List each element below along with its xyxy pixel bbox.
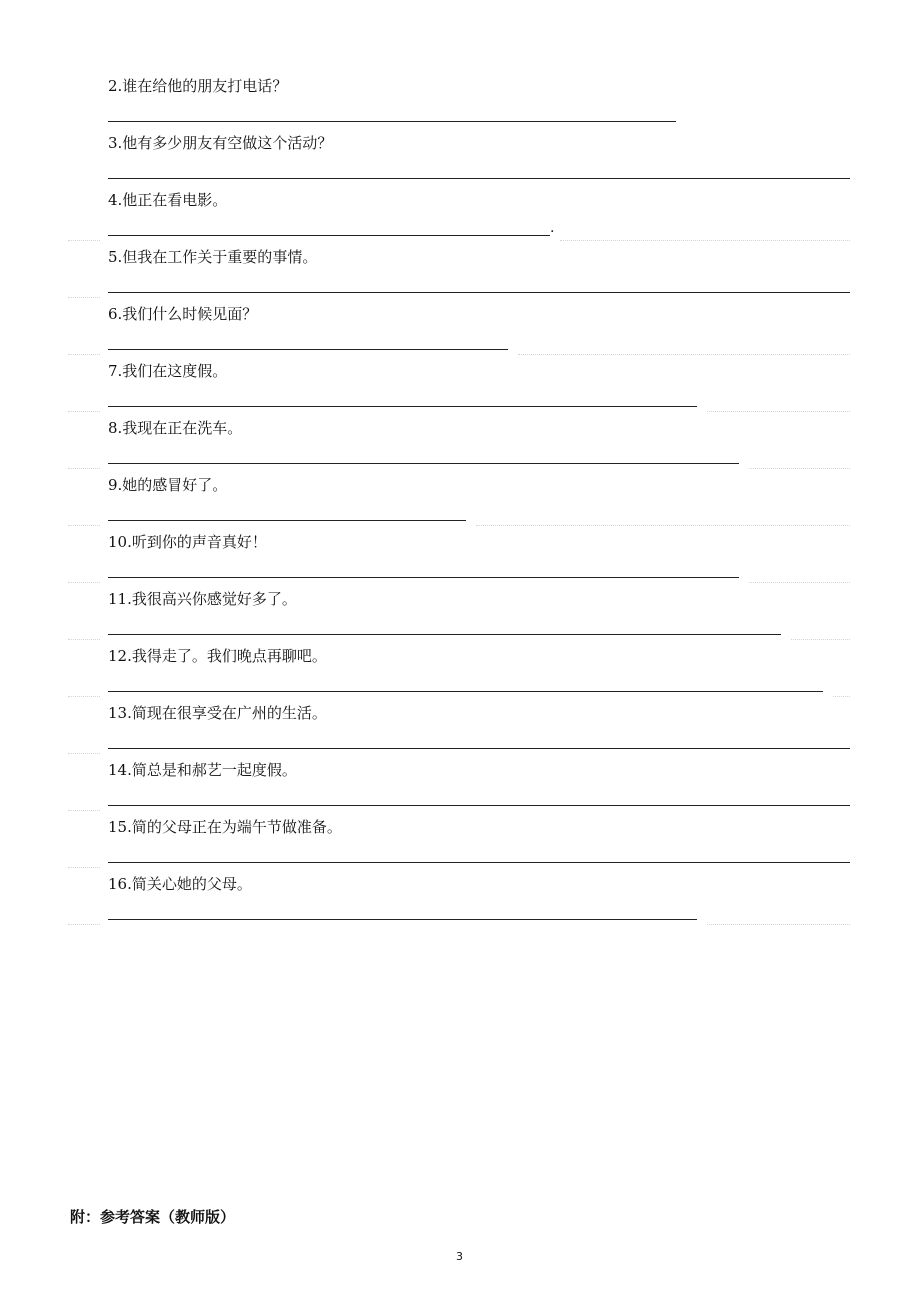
grid-dotted-line [518,354,850,355]
page-number: 3 [456,1250,463,1263]
grid-dotted-line [749,468,850,469]
question-14: 14.简总是和郝艺一起度假。 [108,761,297,779]
grid-dotted-line [476,525,850,526]
answer-line[interactable] [108,748,850,749]
grid-dotted-line [68,639,100,640]
grid-dotted-line [68,297,100,298]
grid-dotted-line [68,354,100,355]
grid-dotted-line [707,924,850,925]
grid-dotted-line [68,924,100,925]
answer-line[interactable] [108,691,823,692]
answer-line[interactable] [108,463,739,464]
question-5: 5.但我在工作关于重要的事情。 [108,248,318,266]
grid-dotted-line [68,582,100,583]
question-16: 16.简关心她的父母。 [108,875,252,893]
question-2: 2.谁在给他的朋友打电话？ [108,77,288,95]
appendix-heading: 附：参考答案（教师版） [70,1208,236,1226]
answer-line[interactable] [108,178,850,179]
answer-line[interactable] [108,121,676,122]
answer-line[interactable] [108,349,508,350]
question-4: 4.他正在看电影。 [108,191,228,209]
grid-dotted-line [791,639,850,640]
answer-line[interactable] [108,805,850,806]
question-8: 8.我现在正在洗车。 [108,419,243,437]
grid-dotted-line [68,753,100,754]
grid-dotted-line [68,240,100,241]
grid-dotted-line [833,696,850,697]
question-6: 6.我们什么时候见面？ [108,305,258,323]
answer-line[interactable] [108,520,466,521]
grid-dotted-line [560,240,850,241]
grid-dotted-line [68,696,100,697]
question-15: 15.简的父母正在为端午节做准备。 [108,818,342,836]
question-10: 10.听到你的声音真好！ [108,533,267,551]
answer-line[interactable] [108,577,739,578]
answer-line[interactable] [108,292,850,293]
grid-dotted-line [68,810,100,811]
answer-line[interactable] [108,919,697,920]
grid-dotted-line [68,867,100,868]
question-3: 3.他有多少朋友有空做这个活动？ [108,134,333,152]
answer-line[interactable] [108,406,697,407]
answer-period: . [550,220,555,236]
question-13: 13.简现在很享受在广州的生活。 [108,704,327,722]
grid-dotted-line [68,525,100,526]
grid-dotted-line [749,582,850,583]
question-11: 11.我很高兴你感觉好多了。 [108,590,297,608]
question-12: 12.我得走了。我们晚点再聊吧。 [108,647,327,665]
grid-dotted-line [68,411,100,412]
grid-dotted-line [707,411,850,412]
answer-line[interactable] [108,634,781,635]
grid-dotted-line [68,468,100,469]
answer-line[interactable] [108,235,550,236]
question-7: 7.我们在这度假。 [108,362,228,380]
question-9: 9.她的感冒好了。 [108,476,228,494]
answer-line[interactable] [108,862,850,863]
